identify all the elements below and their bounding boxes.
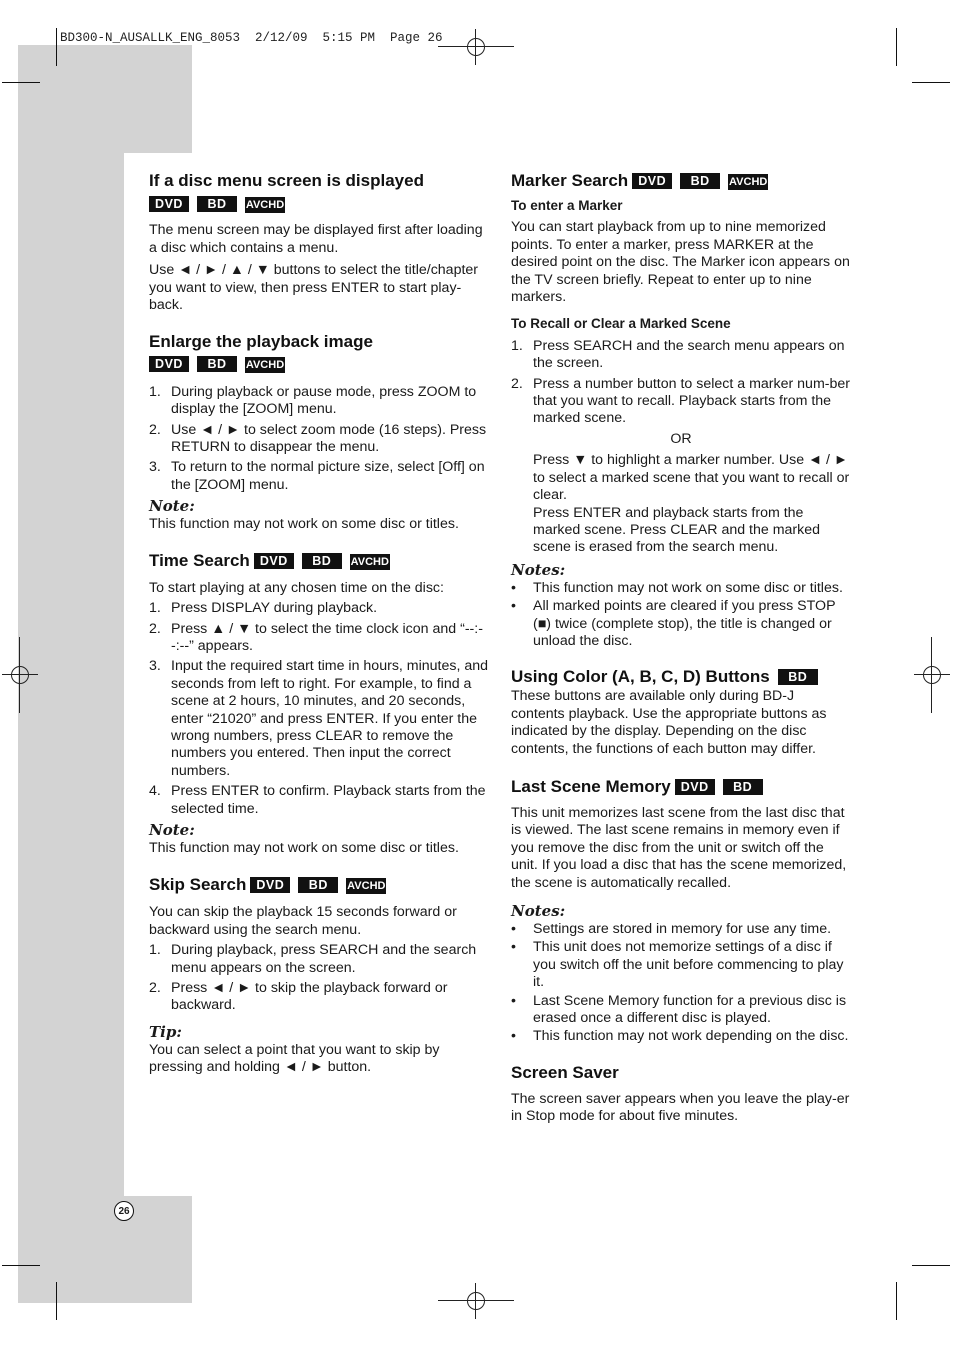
side-tab-bottom [18,1196,192,1303]
subheading: To enter a Marker [511,198,623,213]
list-item: 2. Press ◄ / ► to skip the playback forward or backward. [149,980,448,1014]
crop-mark [56,28,57,66]
paragraph: The screen saver appears when you leave the play-er in Stop mode for about five minutes. [511,1090,850,1125]
dvd-badge: DVD [254,553,294,569]
dvd-badge: DVD [250,877,290,893]
steps-list [149,384,491,494]
right-column [511,170,851,1126]
section-enlarge [149,331,491,533]
list-item: 2. Press a number button to select a marker num-ber that you want to recall. Playback starts from the marked scene. [511,375,850,427]
section-heading: Last Scene Memory DVD BD [511,776,851,797]
list-item: 2. Use ◄ / ► to select zoom mode (16 steps). Press RETURN to disappear the menu. [149,421,487,456]
paragraph: Use ◄ / ► / ▲ / ▼ buttons to select the title/chapter you want to view, then press ENTER to start play-back. [149,262,479,314]
list-item: • This function may not work depending on the disc. [511,1028,849,1045]
bd-badge: BD [197,196,237,212]
note-text: This function may not work on some disc or titles. [149,516,459,533]
registration-mark-icon [458,1283,494,1319]
list-item: 1. Press DISPLAY during playback. [149,600,378,617]
or-separator: OR [670,430,692,447]
section-heading: If a disc menu screen is displayed [149,171,424,190]
disc-type-badges [149,356,293,374]
section-skip-search [149,874,491,1076]
print-header: BD300-N_AUSALLK_ENG_8053 2/12/09 5:15 PM Page 26 [60,31,443,45]
list-item: • Settings are stored in memory for use any time. [511,921,832,937]
bd-badge: BD [302,553,342,569]
crop-mark [2,82,40,83]
list-item: 3. Input the required start time in hours, minutes, and seconds from left to right. For example, to find a scene at 2 hours, 10 minutes, and 20 seconds, enter “21020” and press ENTER. If you enter the wrong numbers, press CLEAR to remove the numbers you entered. Then input the correct numbers. [149,658,489,779]
note-label: Note: [149,497,195,516]
notes-list [511,580,851,651]
crop-mark [912,82,950,83]
crop-mark [2,1265,40,1266]
bd-badge: BD [298,877,338,893]
dvd-badge: DVD [149,356,189,372]
page-number: 26 [114,1201,134,1221]
list-item: 1. Press SEARCH and the search menu appears on the screen. [511,337,845,372]
crop-mark [896,1282,897,1320]
section-heading: Time Search DVD BD AVCHD [149,550,389,570]
note-text: This function may not work on some disc or titles. [149,839,459,856]
list-item: 1. During playback or pause mode, press ZOOM to display the [ZOOM] menu. [149,383,477,418]
notes-label: Notes: [511,902,566,920]
registration-mark-icon [458,29,494,65]
left-column [149,170,491,1077]
avchd-badge: AVCHD [245,359,285,372]
dvd-badge: DVD [675,779,715,795]
paragraph: You can skip the playback 15 seconds forward or backward using the search menu. [149,904,457,938]
list-item: 2. Press ▲ / ▼ to select the time clock icon and “--:--:--” appears. [149,620,483,654]
list-item: • This function may not work on some disc or titles. [511,579,843,596]
crop-mark [56,1282,57,1320]
bd-badge: BD [197,356,237,372]
notes-label: Notes: [511,560,566,579]
note-label: Note: [149,820,195,839]
section-last-scene-memory [511,776,851,1046]
section-heading: Enlarge the playback image [149,332,373,352]
section-heading: Screen Saver [511,1062,619,1082]
crop-mark [896,28,897,66]
section-heading: Using Color (A, B, C, D) Buttons BD [511,666,851,687]
avchd-badge: AVCHD [729,176,768,188]
paragraph: To start playing at any chosen time on the disc: [149,579,444,596]
bd-badge: BD [680,173,720,189]
notes-list [511,921,851,1046]
disc-type-badges [149,196,293,214]
tip-label: Tip: [149,1022,182,1041]
bd-badge: BD [778,669,818,685]
section-time-search [149,550,491,858]
section-disc-menu [149,170,491,314]
list-item: • This unit does not memorize settings of a disc if you switch off the unit before commencing to play it. [511,939,844,991]
list-item: • All marked points are cleared if you press STOP (■) twice (complete stop), the title is changed or unload the disc. [511,598,836,649]
crop-mark [912,1265,950,1266]
steps-list [149,942,491,1015]
section-screen-saver [511,1062,851,1126]
avchd-badge: AVCHD [347,880,386,893]
bd-badge: BD [723,779,763,795]
steps-list [149,600,491,818]
list-item: • Last Scene Memory function for a previous disc is erased once a different disc is played. [511,992,847,1027]
registration-mark-icon [914,657,950,693]
steps-list [511,338,851,428]
list-item: 1. During playback, press SEARCH and the search menu appears on the screen. [149,942,477,976]
list-item: 3. To return to the normal picture size, select [Off] on the [ZOOM] menu. [149,459,485,493]
avchd-badge: AVCHD [350,555,389,568]
registration-mark-icon [2,657,38,693]
section-heading: Marker Search DVD BD AVCHD [511,171,768,190]
tip-text: You can select a point that you want to skip by pressing and holding ◄ / ► button. [149,1041,440,1076]
paragraph: You can start playback from up to nine memorized points. To enter a marker, press MARKER at the desired point on the disc. The Marker icon appears on the TV screen briefly. Repeat to enter up to nine markers. [511,219,850,306]
avchd-badge: AVCHD [245,199,285,211]
subheading: To Recall or Clear a Marked Scene [511,316,731,332]
section-color-buttons [511,666,851,758]
list-item: 4. Press ENTER to confirm. Playback starts from the selected time. [149,783,486,817]
paragraph: The menu screen may be displayed first after loading a disc which contains a menu. [149,222,483,256]
dvd-badge: DVD [632,173,672,189]
paragraph: These buttons are available only during BD-J contents playback. Use the appropriate buttons as indicated by the display. Depending on the disc contents, the functions of each button may differ. [511,688,827,757]
section-marker-search [511,170,851,650]
dvd-badge: DVD [149,196,189,212]
paragraph: Press ENTER and playback starts from the marked scene. Press CLEAR and the marked scene is erased from the search menu. [533,504,821,556]
paragraph: This unit memorizes last scene from the last disc that is viewed. The last scene remains in memory even if you remove the disc from the unit or switch off the unit. If you load a disc that has the scene memorized, the scene is automatically recalled. [511,804,847,891]
paragraph: Press ▼ to highlight a marker number. Use ◄ / ► to select a marked scene that you want to recall or clear. [533,452,850,504]
section-heading: Skip Search DVD BD AVCHD [149,875,386,895]
